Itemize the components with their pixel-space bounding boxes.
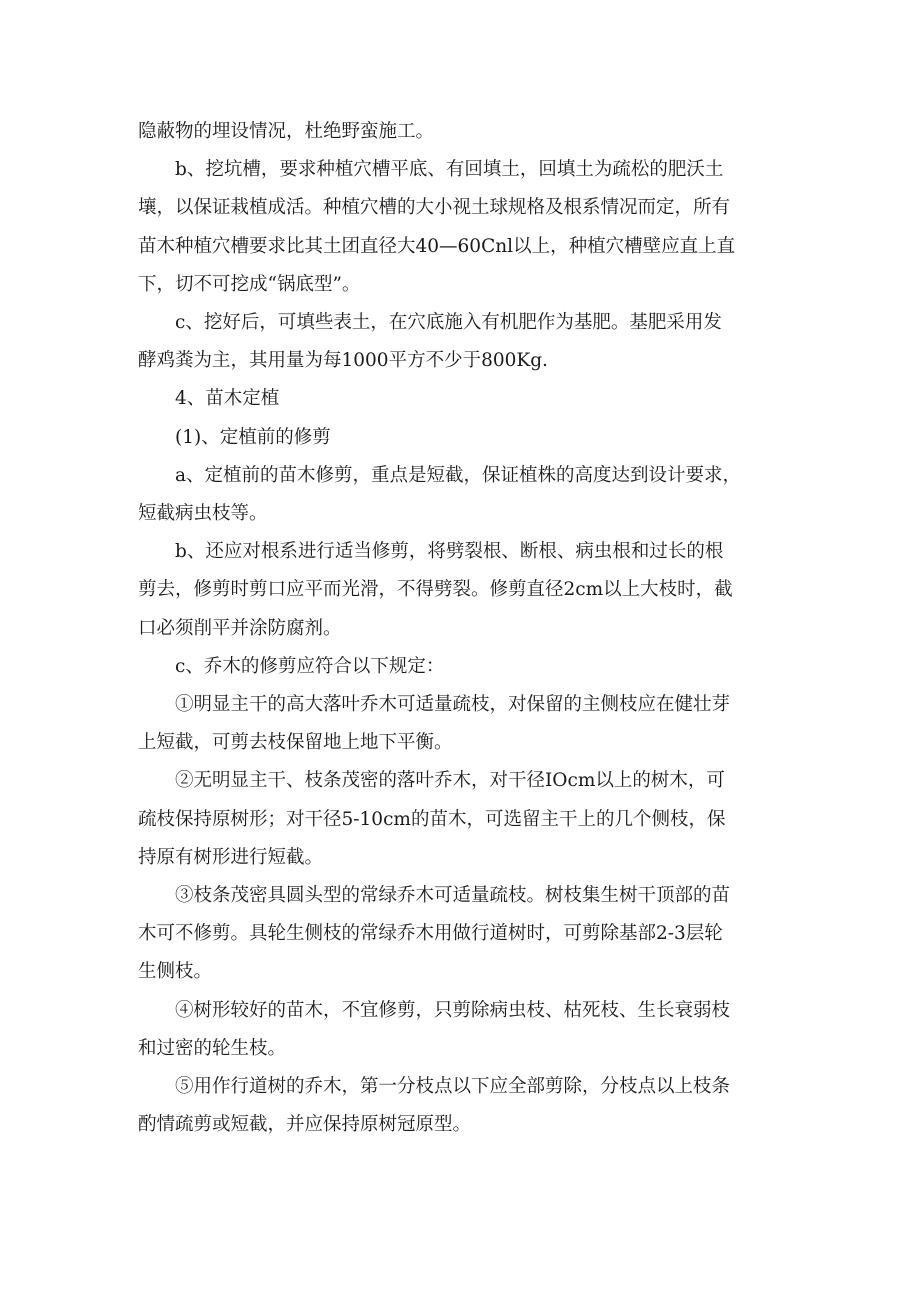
paragraph-continuation: 隐蔽物的埋设情况，杜绝野蛮施工。 — [138, 121, 435, 142]
rule-item-3: ③枝条茂密具圆头型的常绿乔木可适量疏枝。树枝集生树干顶部的苗 木可不修剪。具轮生侧枝的常绿乔木用做行道树时，可剪除基部2-3层轮 生侧枝。 — [138, 885, 731, 983]
rule-item-1: ①明显主干的高大落叶乔木可适量疏枝，对保留的主侧枝应在健壮芽 上短截，可剪去枝保留地上地下平衡。 — [138, 694, 731, 754]
rule-item-5: ⑤用作行道树的乔木，第一分枝点以下应全部剪除，分枝点以上枝条 酌情疏剪或短截，并应保持原树冠原型。 — [138, 1076, 731, 1136]
subsection-heading-pruning: (1)、定植前的修剪 — [175, 426, 331, 448]
rule-item-4: ④树形较好的苗木，不宜修剪，只剪除病虫枝、枯死枝、生长衰弱枝 和过密的轮生枝。 — [138, 999, 731, 1059]
paragraph-c-base-fertilizer: c、挖好后，可填些表土，在穴底施入有机肥作为基肥。基肥采用发 酵鸡粪为主，其用量为每1000平方不少于800Kg. — [138, 312, 722, 372]
paragraph-c-tree-rules: c、乔木的修剪应符合以下规定： — [175, 655, 445, 677]
section-heading-seedling-planting: 4、苗木定植 — [175, 388, 280, 410]
paragraph-a-pruning: a、定植前的苗木修剪，重点是短截，保证植株的高度达到设计要求， 短截病虫枝等。 — [138, 464, 742, 525]
paragraph-b-pit-digging: b、挖坑槽，要求种植穴槽平底、有回填土，回填土为疏松的肥沃土 壤，以保证栽植成活。种植穴槽的大小视土球规格及根系情况而定，所有 苗木种植穴槽要求比其土团直径大40—60Cnl以上，种植穴槽壁应直上直 下，切不可挖成“锅底型”。 — [138, 159, 736, 295]
rule-item-2: ②无明显主干、枝条茂密的落叶乔木，对干径IOcm以上的树木，可 疏枝保持原树形；对干径5-10cm的苗木，可选留主干上的几个侧枝，保 持原有树形进行短截。 — [138, 770, 726, 868]
document-body — [138, 113, 790, 1144]
paragraph-b-root-pruning: b、还应对根系进行适当修剪，将劈裂根、断根、病虫根和过长的根 剪去，修剪时剪口应平而光滑，不得劈裂。修剪直径2cm以上大枝时，截 口必须削平并涂防腐剂。 — [138, 541, 733, 639]
